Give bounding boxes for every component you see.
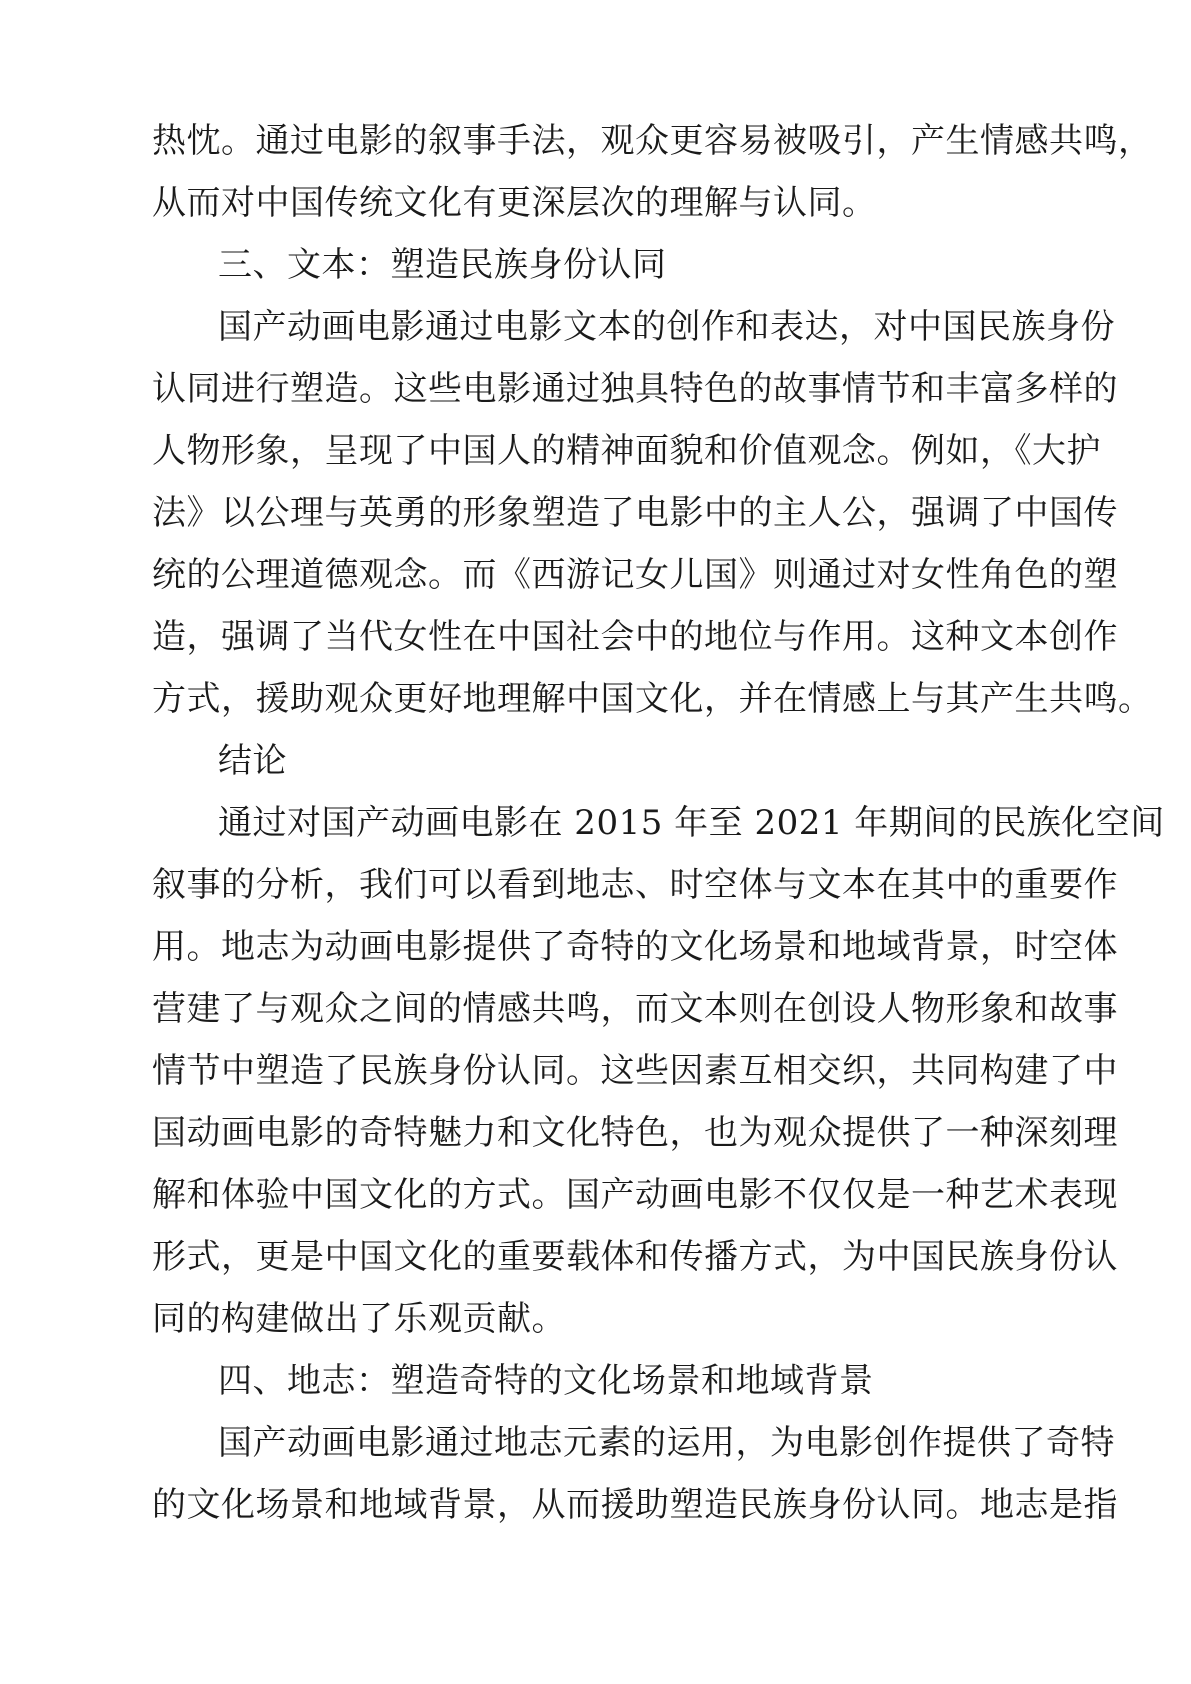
text-line: 营建了与观众之间的情感共鸣，而文本则在创设人物形象和故事 bbox=[152, 989, 1118, 1029]
text-line: 三、文本：塑造民族身份认同 bbox=[218, 245, 667, 285]
text-line: 国产动画电影通过电影文本的创作和表达，对中国民族身份 bbox=[218, 307, 1115, 347]
text-line: 四、地志：塑造奇特的文化场景和地域背景 bbox=[218, 1361, 874, 1401]
text-line: 国产动画电影通过地志元素的运用，为电影创作提供了奇特 bbox=[218, 1423, 1115, 1463]
text-line: 解和体验中国文化的方式。国产动画电影不仅仅是一种艺术表现 bbox=[152, 1175, 1118, 1215]
text-line: 通过对国产动画电影在 2015 年至 2021 年期间的民族化空间 bbox=[218, 803, 1165, 843]
text-line: 情节中塑造了民族身份认同。这些因素互相交织，共同构建了中 bbox=[152, 1051, 1118, 1091]
text-line: 同的构建做出了乐观贡献。 bbox=[152, 1299, 566, 1339]
text-line: 用。地志为动画电影提供了奇特的文化场景和地域背景，时空体 bbox=[152, 927, 1118, 967]
text-line: 的文化场景和地域背景，从而援助塑造民族身份认同。地志是指 bbox=[152, 1485, 1118, 1525]
text-line: 叙事的分析，我们可以看到地志、时空体与文本在其中的重要作 bbox=[152, 865, 1118, 905]
text-line: 从而对中国传统文化有更深层次的理解与认同。 bbox=[152, 183, 877, 223]
text-line: 统的公理道德观念。而《西游记女儿国》则通过对女性角色的塑 bbox=[152, 555, 1118, 595]
text-line: 方式，援助观众更好地理解中国文化，并在情感上与其产生共鸣。 bbox=[152, 679, 1153, 719]
text-line: 结论 bbox=[218, 741, 287, 781]
text-line: 造，强调了当代女性在中国社会中的地位与作用。这种文本创作 bbox=[152, 617, 1118, 657]
text-line: 国动画电影的奇特魅力和文化特色，也为观众提供了一种深刻理 bbox=[152, 1113, 1118, 1153]
text-line: 人物形象，呈现了中国人的精神面貌和价值观念。例如，《大护 bbox=[152, 431, 1101, 471]
document-body bbox=[152, 110, 1165, 1536]
text-line: 认同进行塑造。这些电影通过独具特色的故事情节和丰富多样的 bbox=[152, 369, 1118, 409]
text-line: 形式，更是中国文化的重要载体和传播方式，为中国民族身份认 bbox=[152, 1237, 1118, 1277]
text-line: 热忱。通过电影的叙事手法，观众更容易被吸引，产生情感共鸣， bbox=[152, 121, 1153, 161]
text-line: 法》以公理与英勇的形象塑造了电影中的主人公，强调了中国传 bbox=[152, 493, 1118, 533]
